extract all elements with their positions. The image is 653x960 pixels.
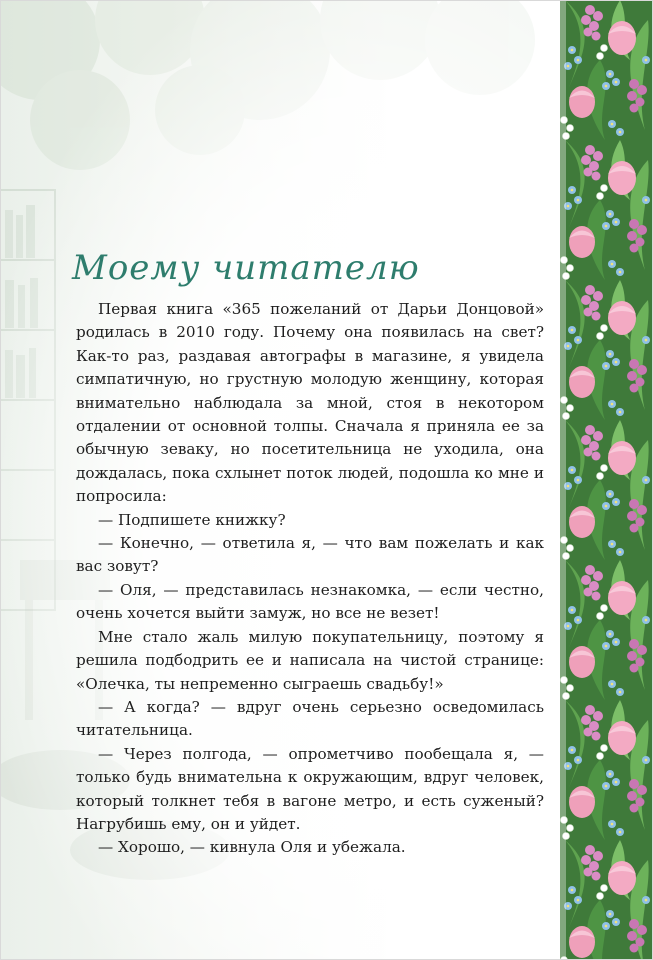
- paragraph: — Через полгода, — опрометчиво пообещала я, — только будь внимательна к окружающим, вдруг человек, который толкнет тебя в вагоне метро, и есть суженый? Нагрубишь ему, он и уйдет.: [76, 744, 544, 833]
- paragraph: — Хорошо, — кивнула Оля и убежала.: [98, 838, 406, 857]
- paragraph: — Подпишете книжку?: [98, 510, 286, 529]
- paragraph: Первая книга «365 пожеланий от Дарьи Донцовой» родилась в 2010 году. Почему она появилась на свет? Как-то раз, раздавая автографы в магазине, я увидела симпатичную, но грустную молодую женщину, которая внимательно наблюдала за мной, стоя в некотором отдалении от основной толпы. Сначала я приняла ее за обычную зеваку, но посетительница не уходила, она дождалась, пока схлынет поток людей, подошла ко мне и попросила:: [76, 300, 544, 506]
- page-title: Моему читателю: [72, 248, 420, 288]
- paragraph: — Конечно, — ответила я, — что вам пожелать и как вас зовут?: [76, 534, 544, 576]
- paragraph: — Оля, — представилась незнакомка, — если честно, очень хочется выйти замуж, но все не везет!: [76, 580, 544, 623]
- body-text: [76, 298, 544, 860]
- paragraph: — А когда? — вдруг очень серьезно осведомилась читательница.: [76, 697, 544, 740]
- floral-border: [560, 0, 653, 960]
- paragraph: Мне стало жаль милую покупательницу, поэтому я решила подбодрить ее и написала на чистой странице: «Олечка, ты непременно сыграешь свадьбу!»: [76, 627, 544, 693]
